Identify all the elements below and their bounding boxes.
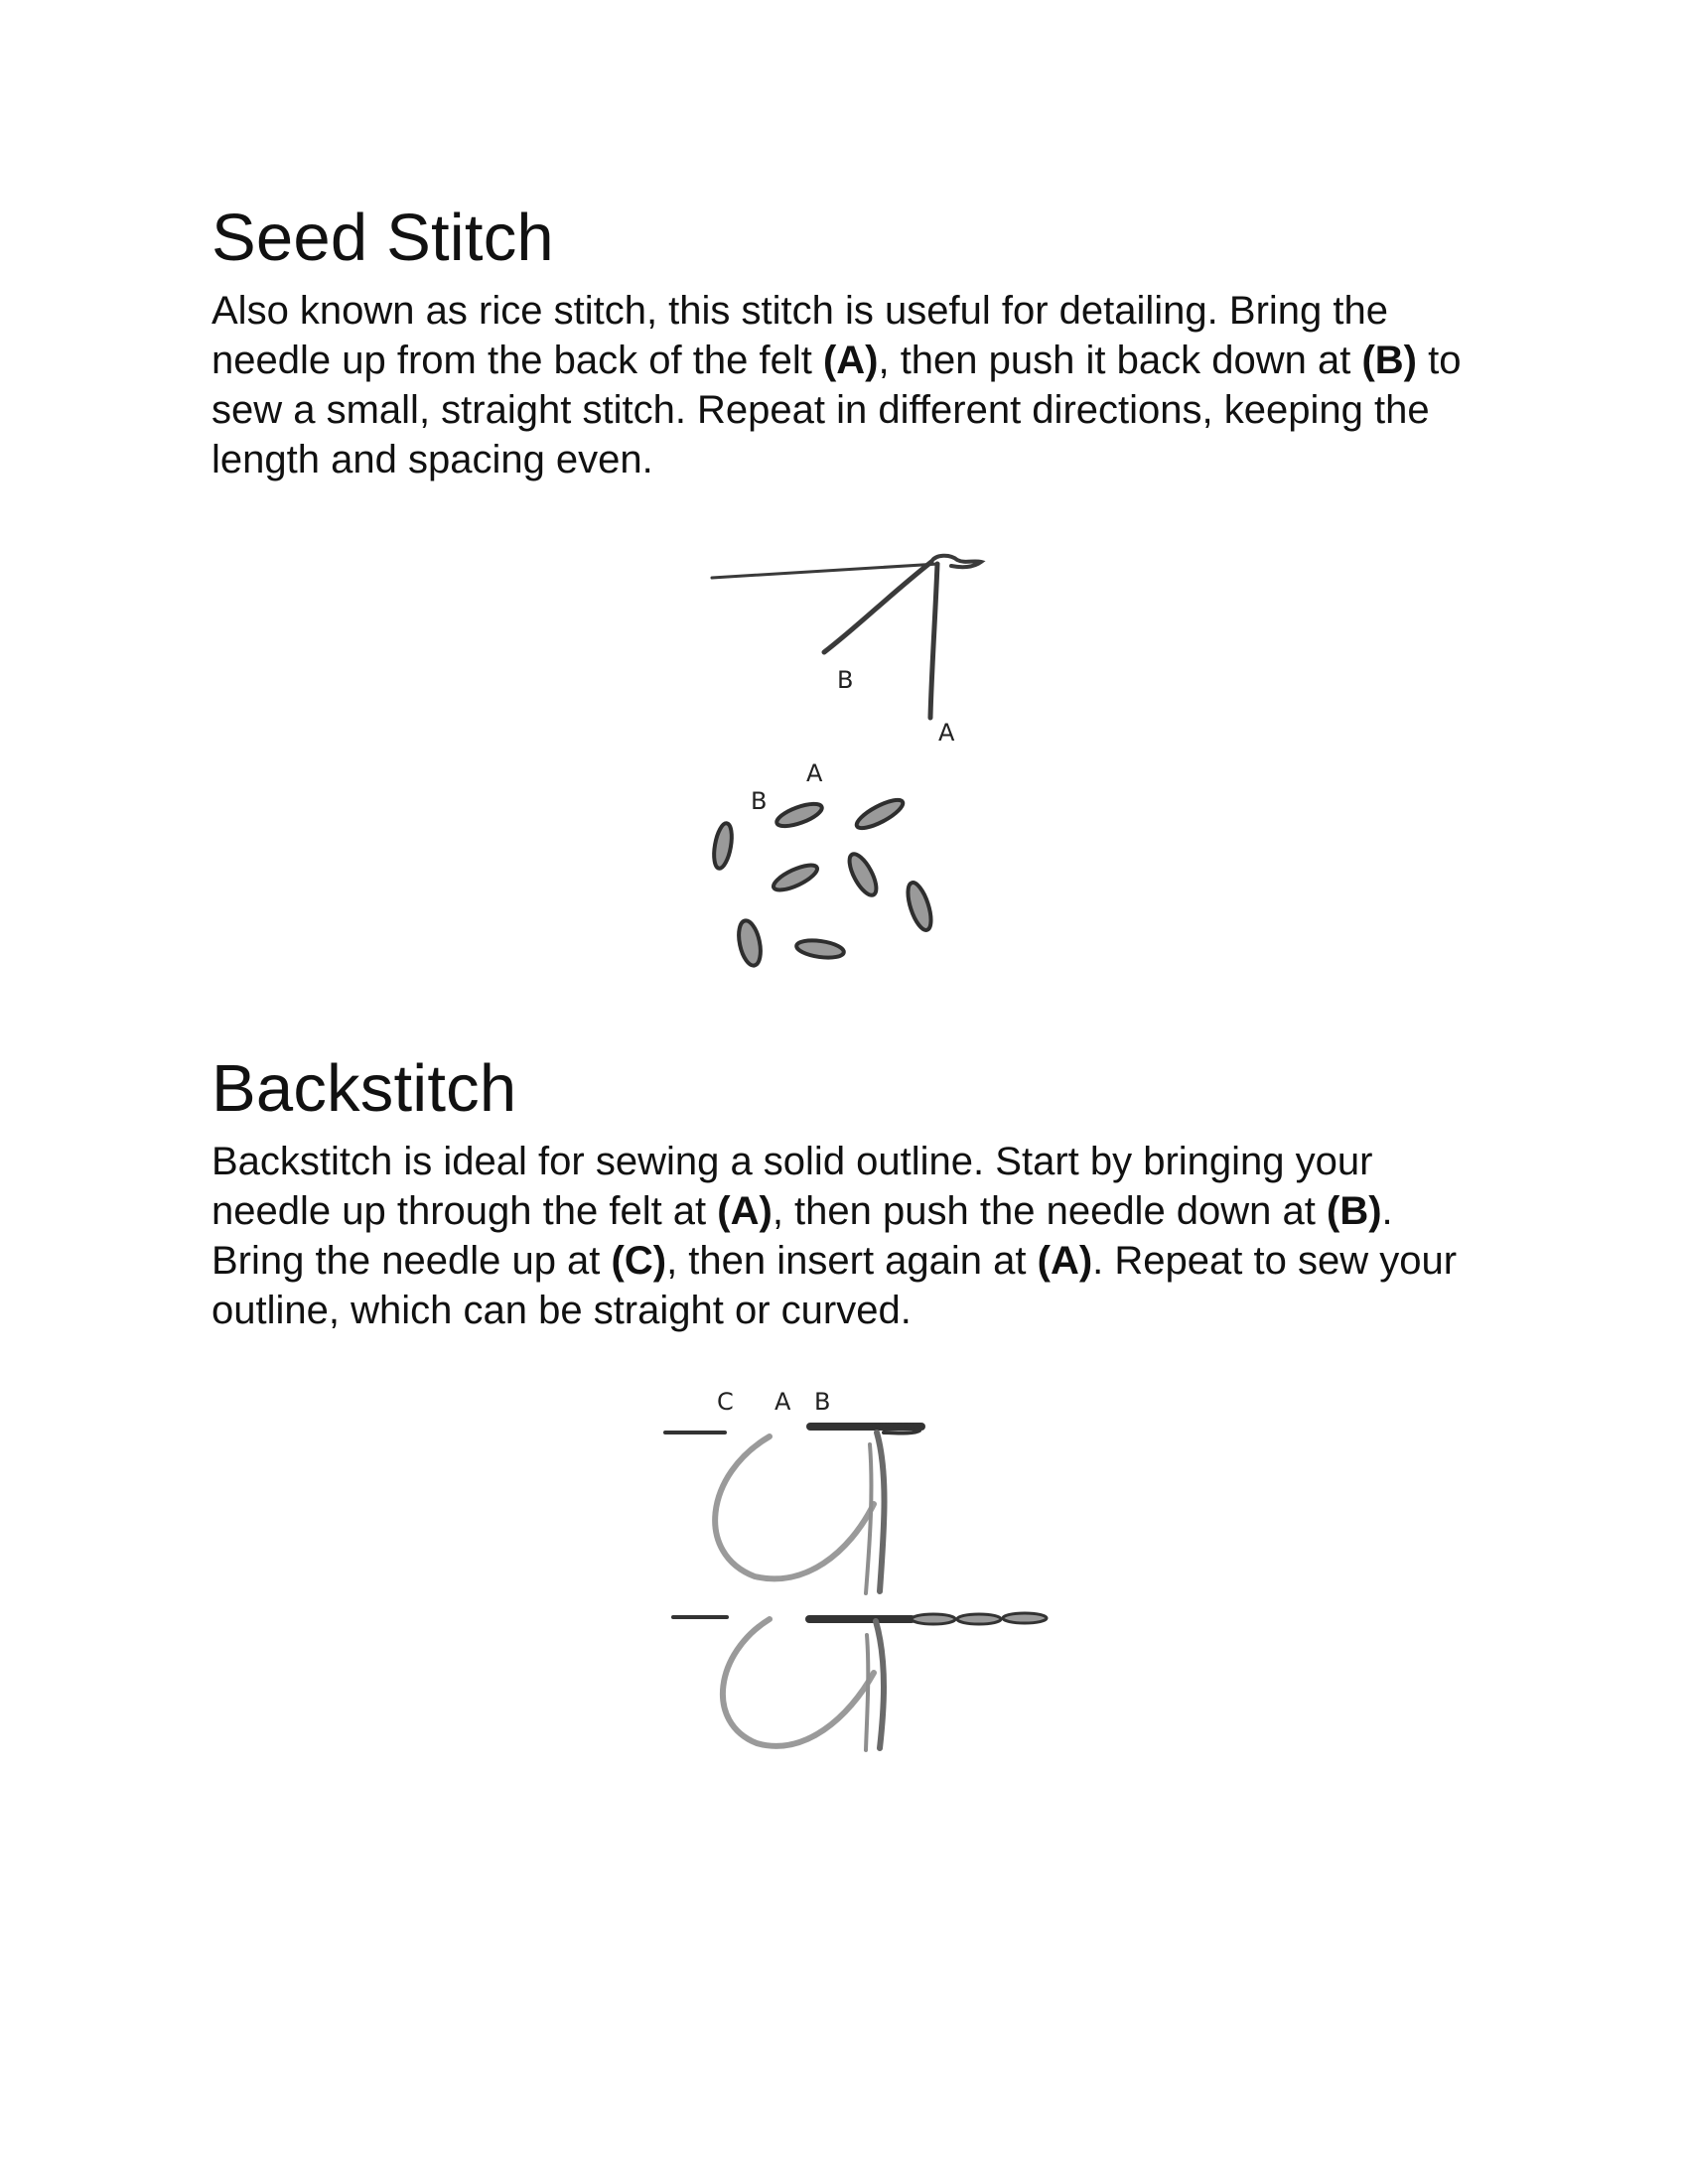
backstitch-step-1 [665, 1425, 921, 1593]
backstitch-section [211, 1049, 1502, 1335]
section-title: Backstitch [211, 1051, 517, 1126]
paragraph-text: Backstitch is ideal for sewing a solid outline. Start by bringing your needle up through the felt at [211, 1140, 1373, 1233]
paragraph-bold-label: (A) [717, 1189, 773, 1233]
backstitch-row [912, 1613, 1047, 1624]
seed-stitch-illustration [675, 526, 1072, 993]
label-a: A [774, 1388, 791, 1416]
paragraph-text: to sew a small, straight stitch. Repeat in different directions, keeping the length and spacing even. [211, 339, 1462, 481]
paragraph-text: . Bring the needle up at [211, 1189, 1393, 1283]
label-a: A [938, 719, 955, 747]
seed-stitch-section [211, 199, 1502, 484]
label-b: B [751, 787, 768, 815]
seed-stitch-drawing [675, 526, 1072, 993]
paragraph-text: Also known as rice stitch, this stitch is useful for detailing. Bring the needle up from the back of the felt [211, 289, 1388, 382]
label-b: B [837, 666, 854, 694]
paragraph-text: , then insert again at [666, 1239, 1038, 1283]
label-a: A [806, 759, 823, 787]
paragraph-text: . Repeat to sew your outline, which can be straight or curved. [211, 1239, 1458, 1332]
section-paragraph [211, 286, 1492, 484]
paragraph-bold-label: (B) [1327, 1189, 1382, 1233]
seed-stitches [711, 795, 935, 968]
paragraph-text: , then push it back down at [878, 339, 1362, 382]
section-paragraph [211, 1137, 1492, 1335]
paragraph-bold-label: (A) [822, 339, 879, 382]
paragraph-text: , then push the needle down at [772, 1189, 1328, 1233]
label-b: B [814, 1388, 831, 1416]
backstitch-illustration [645, 1375, 1062, 1772]
paragraph-bold-label: (C) [611, 1239, 667, 1283]
paragraph-bold-label: (A) [1037, 1239, 1093, 1283]
label-c: C [717, 1388, 734, 1416]
section-title: Seed Stitch [211, 201, 554, 275]
paragraph-bold-label: (B) [1361, 339, 1417, 382]
backstitch-step-2 [673, 1617, 912, 1750]
backstitch-drawing [645, 1375, 1062, 1772]
